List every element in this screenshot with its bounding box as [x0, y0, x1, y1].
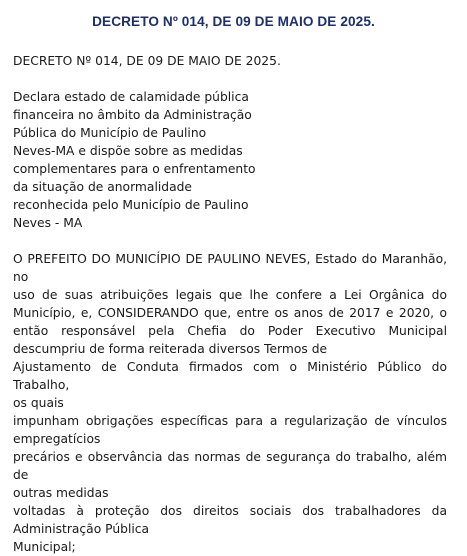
decree-document — [13, 52, 447, 556]
body-line: uso de suas atribuições legais que lhe confere a Lei Orgânica do — [13, 288, 447, 302]
ementa-line: Declara estado de calamidade pública — [13, 90, 249, 104]
ementa-line: da situação de anormalidade — [13, 180, 192, 194]
page-title: DECRETO Nº 014, DE 09 DE MAIO DE 2025. — [92, 14, 375, 29]
decree-ementa — [13, 88, 447, 232]
ementa-line: Neves - MA — [13, 216, 83, 230]
decree-preamble — [13, 250, 447, 556]
body-line: O PREFEITO DO MUNICÍPIO DE PAULINO NEVES, Estado do Maranhão, no — [13, 252, 447, 284]
ementa-line: complementares para o enfrentamento — [13, 162, 256, 176]
body-line: descumpriu de forma reiterada diversos Termos de — [13, 342, 328, 356]
body-line: Administração Pública — [13, 522, 150, 536]
body-line: empregatícios — [13, 432, 101, 446]
ementa-line: Neves-MA e dispõe sobre as medidas — [13, 144, 243, 158]
ementa-line: Pública do Município de Paulino — [13, 126, 207, 140]
body-line: então responsável pela Chefia do Poder Executivo Municipal — [13, 324, 447, 338]
body-line: Municipal; — [13, 540, 76, 554]
body-line: precários e observância das normas de segurança do trabalho, além de — [13, 450, 447, 482]
decree-heading: DECRETO Nº 014, DE 09 DE MAIO DE 2025. — [13, 54, 281, 68]
body-line: Ajustamento de Conduta firmados com o Ministério Público do Trabalho, — [13, 360, 447, 392]
ementa-line: financeira no âmbito da Administração — [13, 108, 252, 122]
body-line: os quais — [13, 396, 64, 410]
body-line: voltadas à proteção dos direitos sociais dos trabalhadores da — [13, 504, 447, 518]
body-line: outras medidas — [13, 486, 109, 500]
ementa-line: reconhecida pelo Município de Paulino — [13, 198, 249, 212]
body-line: impunham obrigações específicas para a regularização de vínculos — [13, 414, 447, 428]
body-line: Município, e, CONSIDERANDO que, entre os anos de 2017 e 2020, o — [13, 306, 447, 320]
